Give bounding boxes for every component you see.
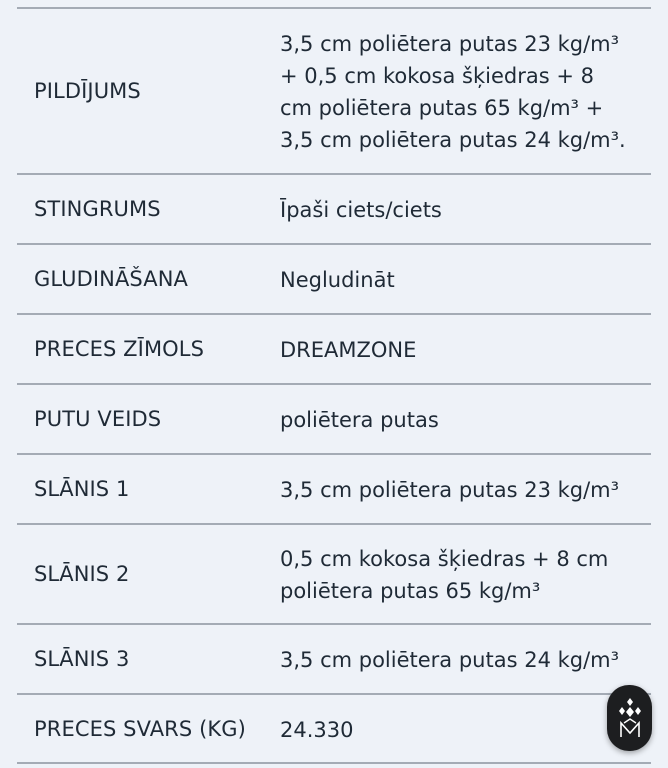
spec-row-stingrums xyxy=(17,175,651,245)
brand-badge-button[interactable] xyxy=(607,685,652,751)
spec-label: SLĀNIS 1 xyxy=(34,477,130,501)
spec-row-slanis-1 xyxy=(17,455,651,525)
spec-label: PUTU VEIDS xyxy=(34,407,162,431)
spec-label: STINGRUMS xyxy=(34,197,161,221)
spec-value: DREAMZONE xyxy=(280,338,417,362)
spec-label: SLĀNIS 3 xyxy=(34,647,130,671)
spec-value: poliētera putas xyxy=(280,408,439,432)
spec-value: Īpaši ciets/ciets xyxy=(280,198,442,222)
spec-row-gludinasana xyxy=(17,245,651,315)
spec-value: 3,5 cm poliētera putas 23 kg/m³ + 0,5 cm kokosa šķiedras + 8 cm poliētera putas 65 kg/m³ + 3,5 cm poliētera putas 24 kg/m³. xyxy=(280,32,626,152)
spec-value: 0,5 cm kokosa šķiedras + 8 cm poliētera putas 65 kg/m³ xyxy=(280,547,609,603)
spec-value: 3,5 cm poliētera putas 23 kg/m³ xyxy=(280,478,620,502)
spec-label: PILDĪJUMS xyxy=(34,79,141,103)
spec-value: 3,5 cm poliētera putas 24 kg/m³ xyxy=(280,648,620,672)
spec-label: PRECES SVARS (KG) xyxy=(34,716,246,741)
spec-value: Negludināt xyxy=(280,268,395,292)
spec-value: 24.330 xyxy=(280,717,354,742)
brand-logo-icon xyxy=(615,695,645,741)
spec-row-pildijums xyxy=(17,9,651,175)
product-specs-table xyxy=(17,7,651,764)
spec-label: GLUDINĀŠANA xyxy=(34,267,188,291)
spec-row-slanis-2 xyxy=(17,525,651,625)
spec-label: PRECES ZĪMOLS xyxy=(34,337,205,361)
spec-row-preces-svars xyxy=(17,695,651,764)
spec-row-putu-veids xyxy=(17,385,651,455)
spec-row-slanis-3 xyxy=(17,625,651,695)
spec-label: SLĀNIS 2 xyxy=(34,562,130,586)
spec-row-preces-zimols xyxy=(17,315,651,385)
